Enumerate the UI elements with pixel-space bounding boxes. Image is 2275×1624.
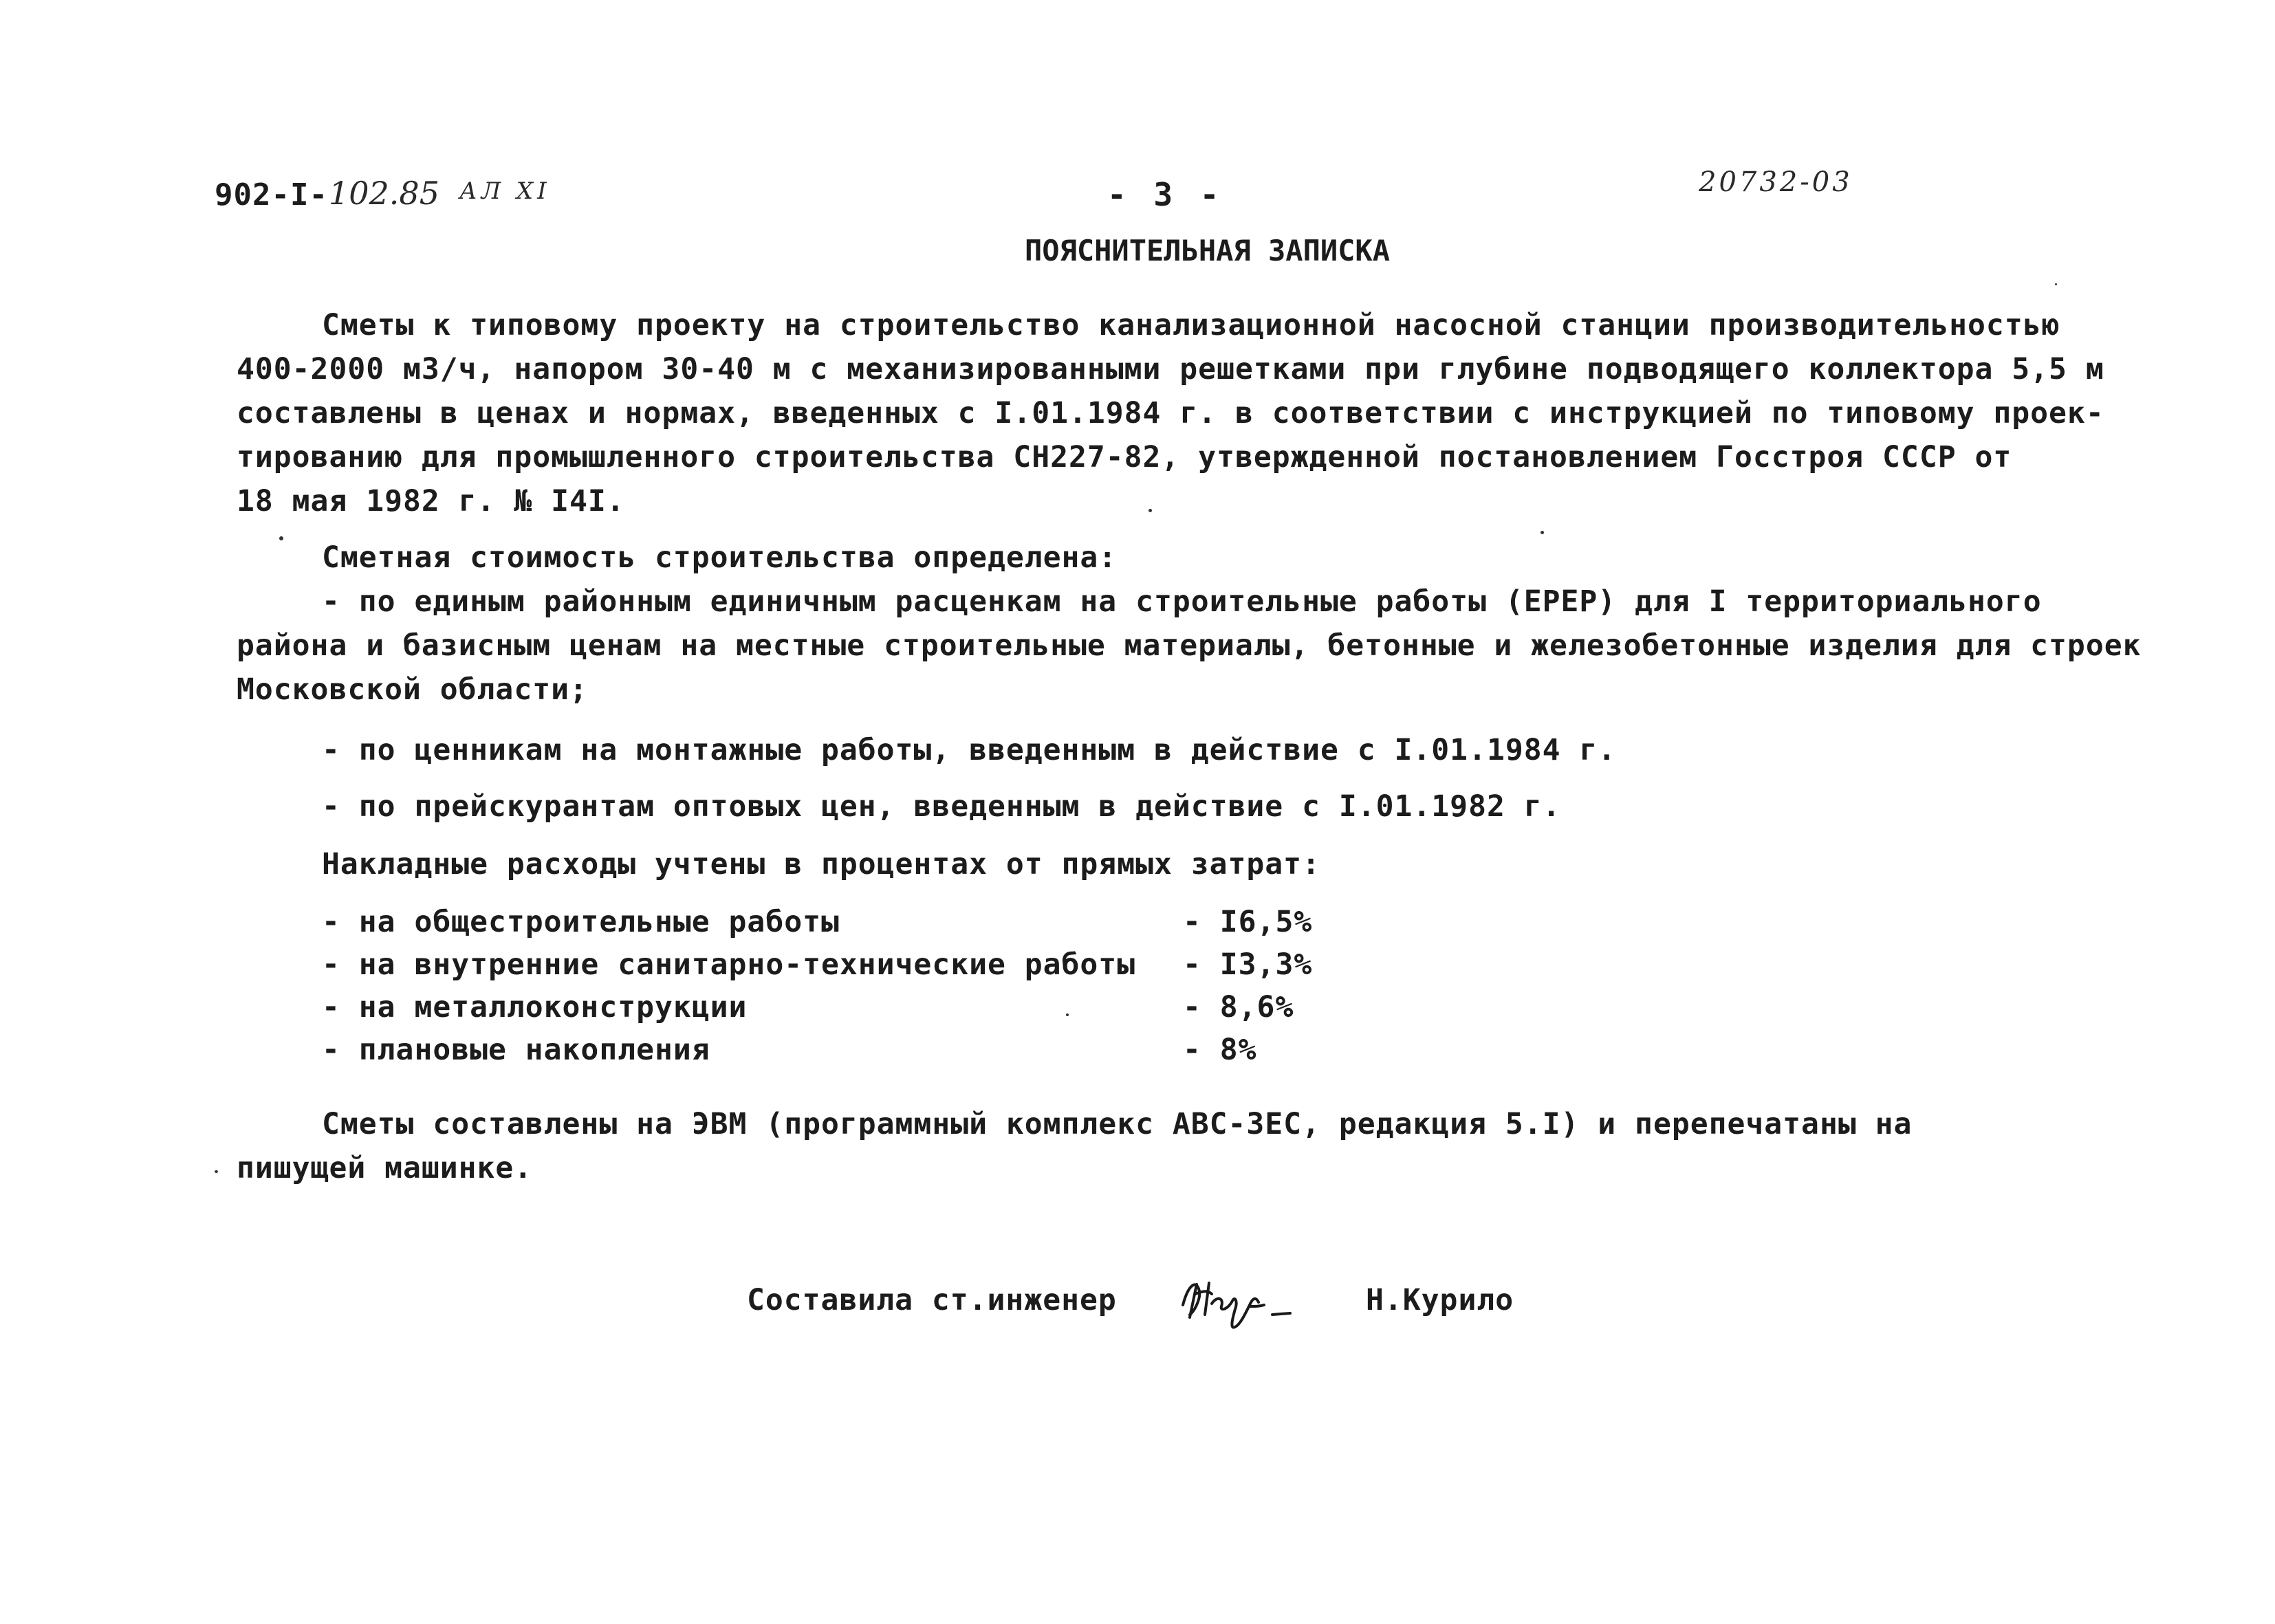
scan-speck (1066, 1013, 1069, 1016)
cost-item-3: - по прейскурантам оптовых цен, введенным в действие с I.01.1982 г. (322, 789, 1561, 824)
overhead-item-value: - 8% (1183, 1033, 1257, 1067)
inventory-number: 20732-03 (1699, 166, 1853, 198)
scan-speck (215, 1170, 218, 1173)
intro-line-5: 18 мая 1982 г. № I4I. (237, 484, 625, 518)
page-title: ПОЯСНИТЕЛЬНАЯ ЗАПИСКА (1025, 234, 1391, 267)
intro-line-3: составлены в ценах и нормах, введенных с I.01.1984 г. в соответствии с инструкцией по типовому проек- (237, 396, 2104, 430)
signature-name: Н.Курило (1366, 1283, 1514, 1317)
cost-item-1-line-3: Московской области; (237, 672, 588, 707)
cost-heading: Сметная стоимость строительства определена: (322, 540, 1118, 575)
intro-line-4: тированию для промышленного строительства СН227-82, утвержденной постановлением Госстроя СССР от (237, 440, 2012, 474)
cost-item-2: - по ценникам на монтажные работы, введенным в действие с I.01.1984 г. (322, 733, 1617, 767)
overhead-item-label: - на металлоконструкции (322, 990, 748, 1024)
overhead-item-label: - на внутренние санитарно-технические работы (322, 947, 1136, 982)
overhead-item-value: - I6,5% (1183, 905, 1313, 939)
overhead-item-label: - плановые накопления (322, 1033, 710, 1067)
scan-speck (1541, 531, 1544, 534)
intro-line-1: Сметы к типовому проекту на строительство канализационной насосной станции производительностью (322, 308, 2060, 342)
signature-mark (1169, 1264, 1307, 1332)
doc-code-handwritten: 102.85 (329, 175, 439, 212)
scan-speck (1149, 509, 1152, 512)
overhead-heading: Накладные расходы учтены в процентах от прямых затрат: (322, 847, 1320, 881)
overhead-item-label: - на общестроительные работы (322, 905, 840, 939)
page-number: - 3 - (1107, 176, 1223, 213)
overhead-item-value: - 8,6% (1183, 990, 1294, 1024)
cost-item-1-line-2: района и базисным ценам на местные строительные материалы, бетонные и железобетонные изделия для строек (237, 628, 2142, 663)
scan-speck (279, 536, 283, 540)
signature-role: Составила ст.инженер (747, 1283, 1117, 1317)
overhead-item-value: - I3,3% (1183, 947, 1313, 982)
doc-album-handwritten: АЛ XI (459, 177, 551, 205)
closing-line-1: Сметы составлены на ЭВМ (программный комплекс АВС-3ЕС, редакция 5.I) и перепечатаны на (322, 1107, 1913, 1141)
cost-item-1-line-1: - по единым районным единичным расценкам на строительные работы (ЕРЕР) для I территориального (322, 584, 2042, 619)
signature-drawing (1169, 1264, 1307, 1332)
scan-speck (2055, 283, 2057, 285)
intro-line-2: 400-2000 м3/ч, напором 30-40 м с механизированными решетками при глубине подводящего коллектора 5,5 м (237, 352, 2104, 386)
closing-line-2: пишущей машинке. (237, 1151, 533, 1185)
doc-code-printed: 902-I- (215, 177, 328, 212)
